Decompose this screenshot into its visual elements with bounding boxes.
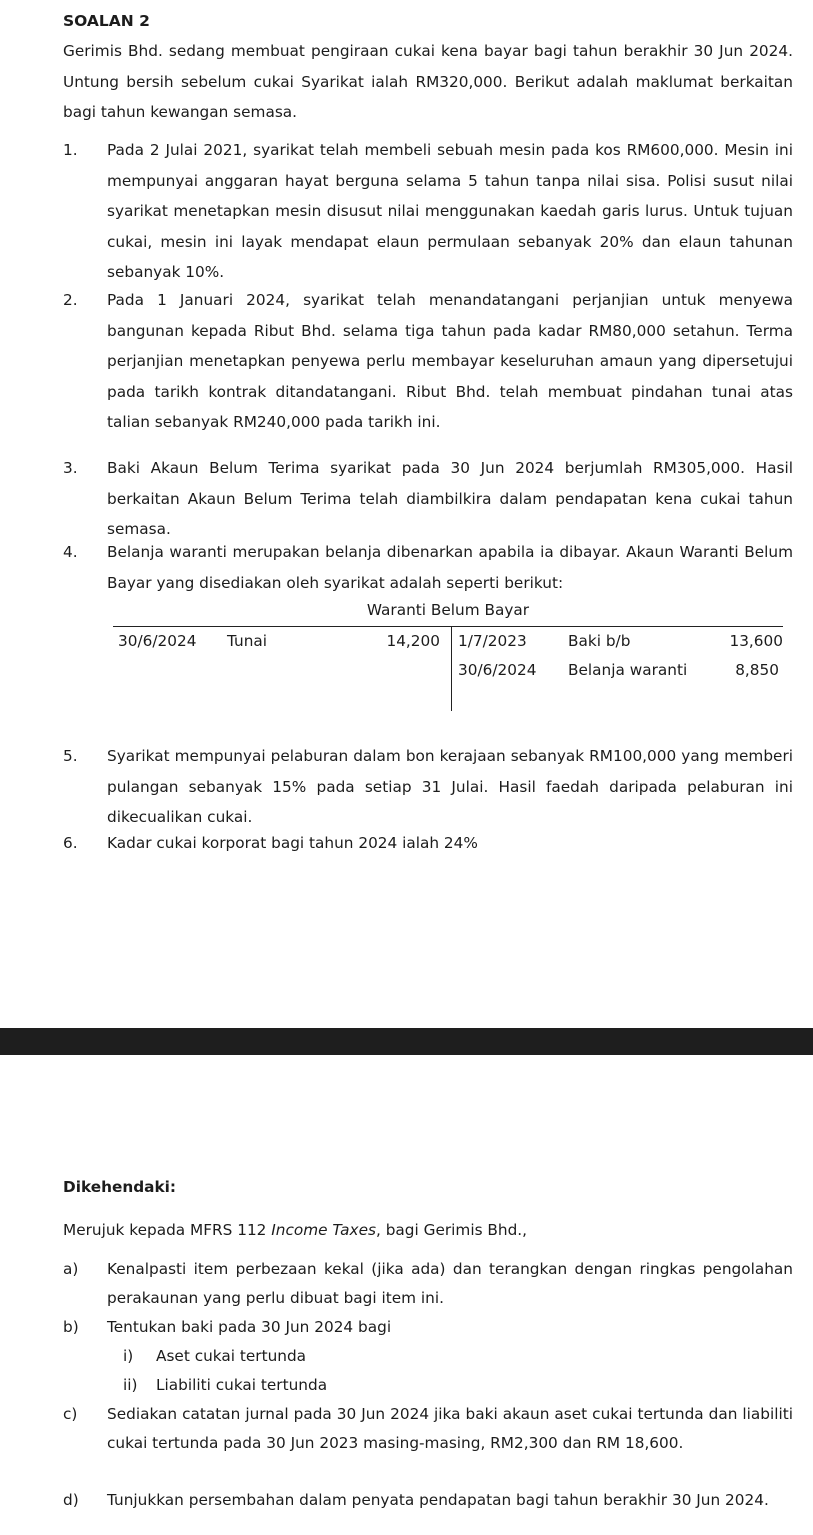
item-text: Syarikat mempunyai pelaburan dalam bon kerajaan sebanyak RM100,000 yang memberi pulangan sebanyak 15% pada setiap 31 Julai. Hasil faedah daripada pelaburan ini dikecualikan cukai. xyxy=(107,747,793,826)
requirements-intro xyxy=(63,1215,793,1246)
debit-desc: Tunai xyxy=(227,632,268,650)
list-item xyxy=(63,285,793,438)
list-item xyxy=(63,537,793,598)
sub-label: ii) xyxy=(123,1376,138,1394)
sub-text: Aset cukai tertunda xyxy=(156,1347,307,1365)
credit-desc: Baki b/b xyxy=(568,632,631,650)
item-number: 4. xyxy=(63,543,78,561)
item-number: 6. xyxy=(63,834,78,852)
question-intro: Gerimis Bhd. sedang membuat pengiraan cukai kena bayar bagi tahun berakhir 30 Jun 2024. Untung bersih sebelum cukai Syarikat ialah RM320,000. Berikut adalah maklumat berkaitan bagi tahun kewangan semasa. xyxy=(63,42,793,121)
requirements-heading: Dikehendaki: xyxy=(63,1178,177,1196)
credit-date: 30/6/2024 xyxy=(458,661,537,679)
requirement-b-ii xyxy=(123,1371,327,1400)
requirement-a xyxy=(63,1255,793,1312)
item-number: 2. xyxy=(63,291,78,309)
intro-prefix: Merujuk kepada MFRS 112 xyxy=(63,1221,272,1239)
credit-desc: Belanja waranti xyxy=(568,661,688,679)
credit-date: 1/7/2023 xyxy=(458,632,527,650)
sub-label: i) xyxy=(123,1347,134,1365)
item-text: Pada 1 Januari 2024, syarikat telah menandatangani perjanjian untuk menyewa bangunan kepada Ribut Bhd. selama tiga tahun pada kadar RM80,000 setahun. Terma perjanjian menetapkan penyewa perlu membayar keseluruhan amaun yang dipersetujui pada tarikh kontrak ditandatangani. Ribut Bhd. telah membuat pindahan tunai atas talian sebanyak RM240,000 pada tarikh ini. xyxy=(107,291,793,431)
requirement-b xyxy=(63,1313,793,1342)
intro-suffix: , bagi Gerimis Bhd., xyxy=(375,1221,528,1239)
list-item xyxy=(63,741,793,833)
t-account-title: Waranti Belum Bayar xyxy=(366,601,530,619)
list-item xyxy=(63,135,793,288)
item-text: Belanja waranti merupakan belanja dibenarkan apabila ia dibayar. Akaun Waranti Belum Bayar yang disediakan oleh syarikat adalah seperti berikut: xyxy=(107,543,793,592)
requirement-label: a) xyxy=(63,1260,79,1278)
requirement-label: d) xyxy=(63,1491,79,1509)
sub-text: Liabiliti cukai tertunda xyxy=(156,1376,328,1394)
requirement-c xyxy=(63,1400,793,1457)
credit-amount: 8,850 xyxy=(735,661,779,679)
page-divider-band xyxy=(0,1028,813,1055)
item-number: 5. xyxy=(63,747,78,765)
item-number: 1. xyxy=(63,141,78,159)
question-title: SOALAN 2 xyxy=(63,12,150,30)
item-text: Baki Akaun Belum Terima syarikat pada 30 Jun 2024 berjumlah RM305,000. Hasil berkaitan Akaun Belum Terima telah diambilkira dalam pendapatan kena cukai tahun semasa. xyxy=(107,459,793,538)
list-item xyxy=(63,453,793,545)
requirement-d xyxy=(63,1486,793,1515)
requirement-text: Tunjukkan persembahan dalam penyata pendapatan bagi tahun berakhir 30 Jun 2024. xyxy=(107,1491,769,1509)
item-text: Pada 2 Julai 2021, syarikat telah membeli sebuah mesin pada kos RM600,000. Mesin ini mempunyai anggaran hayat berguna selama 5 tahun tanpa nilai sisa. Polisi susut nilai syarikat menetapkan mesin disusut nilai menggunakan kaedah garis lurus. Untuk tujuan cukai, mesin ini layak mendapat elaun permulaan sebanyak 20% dan elaun tahunan sebanyak 10%. xyxy=(107,141,793,281)
requirement-label: c) xyxy=(63,1405,78,1423)
credit-amount: 13,600 xyxy=(729,632,783,650)
requirement-text: Tentukan baki pada 30 Jun 2024 bagi xyxy=(107,1318,392,1336)
requirement-label: b) xyxy=(63,1318,79,1336)
t-account-divider xyxy=(451,626,452,711)
debit-amount: 14,200 xyxy=(386,632,440,650)
t-account-warranty xyxy=(113,596,783,716)
requirement-text: Sediakan catatan jurnal pada 30 Jun 2024 jika baki akaun aset cukai tertunda dan liabiliti cukai tertunda pada 30 Jun 2023 masing-masing, RM2,300 dan RM 18,600. xyxy=(107,1405,793,1452)
debit-date: 30/6/2024 xyxy=(118,632,197,650)
requirement-b-i xyxy=(123,1342,306,1371)
t-account-top-rule xyxy=(113,626,783,627)
item-text: Kadar cukai korporat bagi tahun 2024 ialah 24% xyxy=(107,834,478,852)
item-number: 3. xyxy=(63,459,78,477)
intro-italic: Income Taxes xyxy=(271,1221,376,1239)
list-item xyxy=(63,828,793,859)
requirement-text: Kenalpasti item perbezaan kekal (jika ada) dan terangkan dengan ringkas pengolahan perakaunan yang perlu dibuat bagi item ini. xyxy=(107,1260,793,1307)
